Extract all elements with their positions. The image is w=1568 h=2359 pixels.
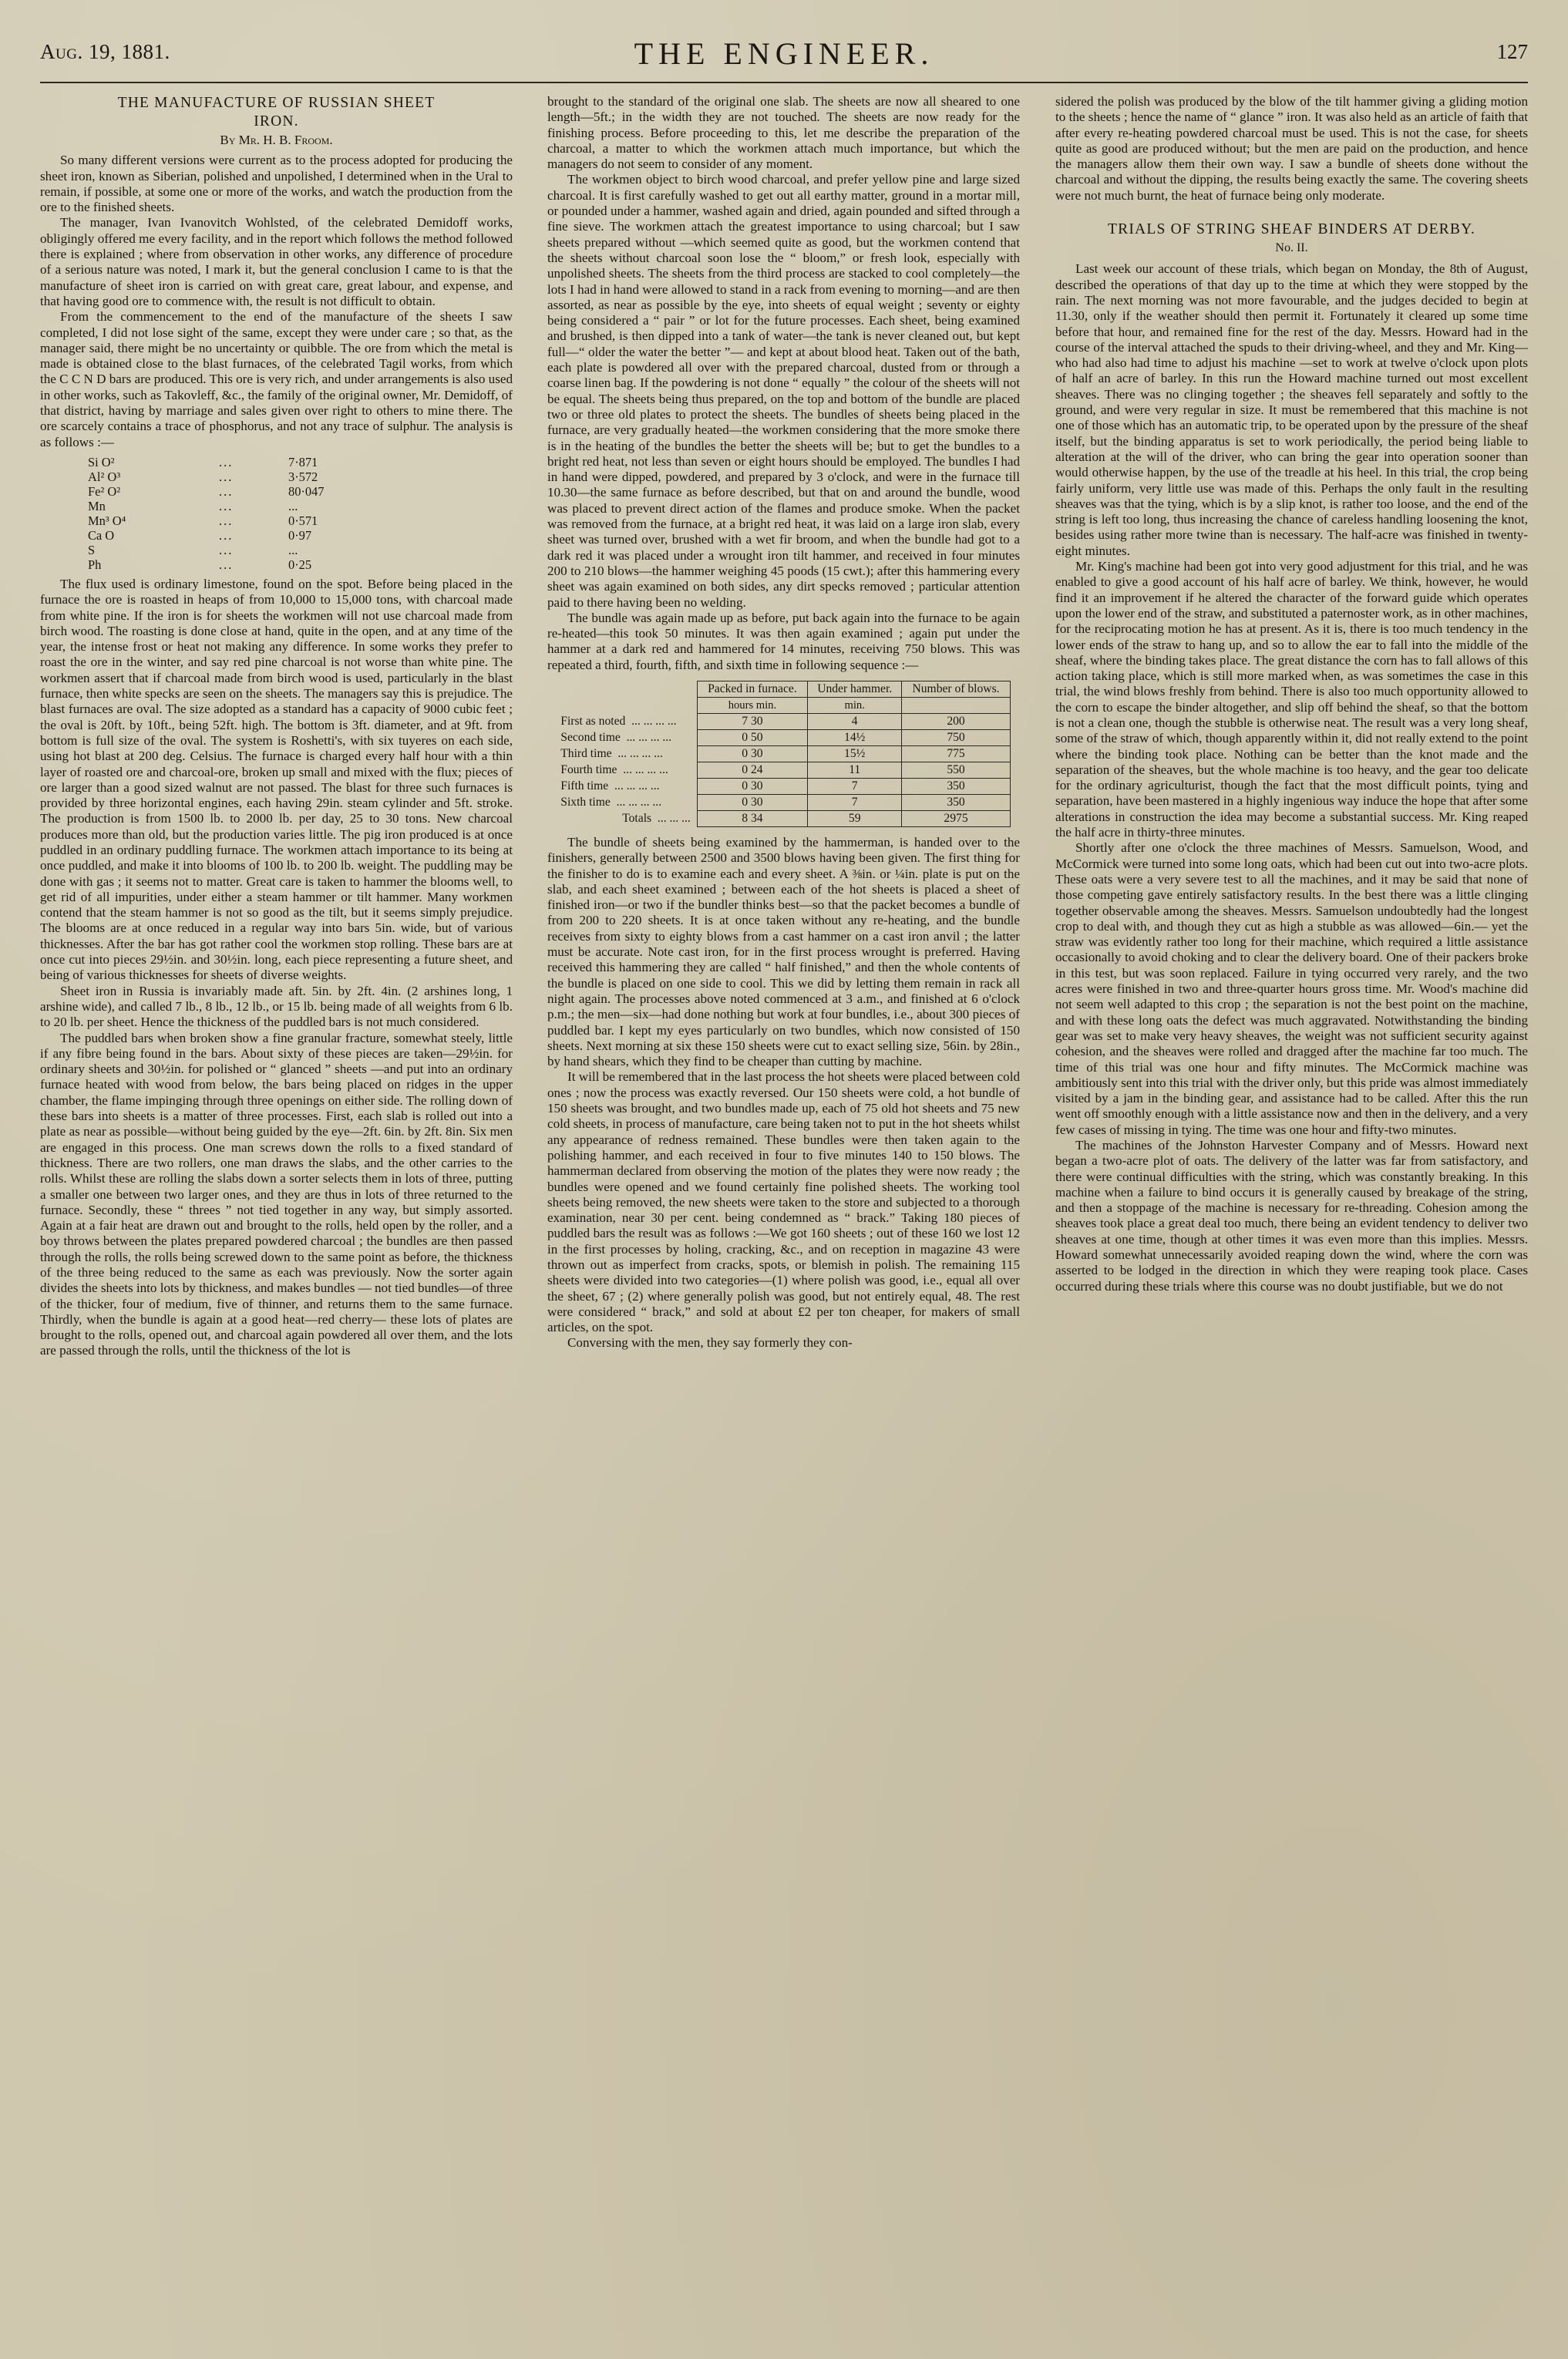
- units-cell: hours min.: [697, 697, 807, 713]
- column-header: [557, 681, 697, 697]
- article-subnumber: No. II.: [1275, 241, 1308, 255]
- analysis-label: Ca O: [88, 527, 115, 543]
- analysis-value: 80·047: [288, 483, 325, 499]
- table-row: [40, 543, 513, 557]
- column-grid: [40, 94, 1528, 2314]
- table-units-row: [557, 697, 1010, 713]
- row-label-text: Second time: [560, 730, 621, 744]
- table-row: [40, 484, 513, 499]
- column-header: Packed in furnace.: [697, 681, 807, 697]
- row-label-dots: ... ... ... ...: [626, 730, 672, 744]
- column-header: Under hammer.: [808, 681, 902, 697]
- hammer-value: 15½: [808, 745, 902, 762]
- row-label-text: Third time: [560, 746, 612, 760]
- paragraph: The workmen object to birch wood charcoal, and prefer yellow pine and large sized charcoal. It is first carefully washed to get out all earthy matter, ground in a mortar mill, or pounded under a hammer, washed again and dried, again pounded and sifted through a fine sieve. The workmen attach the greatest importance to using charcoal; but I saw sheets prepared without —which seemed quite as good, but the workmen contend that the sheets without charcoal soon lose the “ bloom,” or fresh look, especially with unpolished sheets. The sheets from the third process are stacked to cool completely—the lots I had in hand were allowed to stand in a rack from evening to morning—and are then assorted, as near as possible by the eye, into sheets of equal weight ; seventy or eighty being considered a “ pair ” or lot for the future processes. Each sheet, being examined and brushed, is then dipped into a tank of water—the tank is never cleaned out, but kept full—“ older the water the better ”— and kept at about blood heat. Taken out of the bath, each plate is powdered all over with the prepared charcoal, dusted from or through a coarse linen bag. If the powdering is not done “ equally ” the colour of the sheets will not be equal. The sheets being thus prepared, on the top and bottom of the bundle are placed two or three old plates to protect the sheets. The bundles of sheets being placed in the furnace, are very gradually heated—the workmen considering that the more smoke there is in the heating of the bundles the better the sheets will be; but to get the bundles to a bright red heat, not less than seven or eight hours should be employed. The bundles I had in hand were dipped, powdered, and prepared by 3 o'clock, and were in the furnace till 10.30—the same furnace as before described, but that on and around the bundle, wood was placed to prevent direct action of the flames and produce smoke. When the packet was removed from the furnace, at a bright red heat, it was laid on a large iron slab, every sheet was turned over, brushed with a wet fir broom, and when the bundle had got to a dark red it was placed under a wrought iron tilt hammer, and received in four minutes 200 to 210 blows—the hammer weighing 45 poods (15 cwt.); after this hammering every sheet was again examined on both sides, any dirt specks removed ; particular attention paid to there having been no welding.: [547, 172, 1020, 610]
- article-title-string-sheaf-binders: TRIALS OF STRING SHEAF BINDERS AT DERBY.: [1108, 221, 1475, 238]
- units-cell: [902, 697, 1010, 713]
- analysis-label: Ph: [88, 557, 102, 572]
- paragraph: The manager, Ivan Ivanovitch Wohlsted, of the celebrated Demidoff works, obligingly offered me every facility, and in the report which follows the method followed there is explained ; where from observation in other works, any difference of procedure of a serious nature was noted, I mark it, but the general conclusion I came to is that the manufacture of sheet iron is carried on with great care, great labour, and expense, and that having good ore to commence with, the result is not difficult to obtain.: [40, 215, 513, 308]
- publication-title: THE ENGINEER.: [634, 36, 934, 71]
- analysis-value: ...: [288, 498, 298, 513]
- analysis-label: Al² O³: [88, 469, 121, 484]
- table-row: [40, 528, 513, 543]
- analysis-dots: ...: [219, 542, 234, 557]
- hammer-value: 11: [808, 762, 902, 778]
- analysis-value: 0·97: [288, 527, 312, 543]
- running-head: [40, 35, 1528, 77]
- row-label-dots: ... ... ... ...: [614, 779, 660, 793]
- table-row: [40, 513, 513, 528]
- blows-value: 350: [902, 778, 1010, 794]
- packed-value: 7 30: [697, 713, 807, 729]
- paragraph: Shortly after one o'clock the three machines of Messrs. Samuelson, Wood, and McCormick were turned into some long oats, which had been cut out into two-acre plots. These oats were a very severe test to all the machines, and it may be said that none of those competing gave entirely satisfactory results. In the best there was a little clinging together observable among the sheaves. Messrs. Samuelson undoubtedly had the longest crop to deal with, and though they cut as high a stubble as was allowed—6in.— yet the straw was evidently rather too long for their machine, which required a little assistance occasionally to avoid choking and to clear the delivery board. One of their packers broke in this test, but was soon replaced. Failure in tying occurred very rarely, and the two acres were finished in two and three-quarter hours gross time. Mr. Wood's machine did not seem well adapted to this crop ; the separation is not the best point on the machine, and with these long oats the defect was much aggravated. Notwithstanding the binding gear was set to make very heavy sheaves, the weight was not sufficient security against cohesion, and the sheaves were rolled and dragged after the machine far too much. The time of this trial was one hour and fifty minutes. The McCormick machine was ambitiously sent into this trial with the driver only, but this pride was almost immediately visited by a jam in the binding gear, and assistance had to be called. After this the run went off smoothly enough with a little assistance now and then in the delivery, and a very few cases of missing in tying. The time was one hour and fifty-two minutes.: [1055, 840, 1528, 1137]
- column-one: [40, 94, 513, 2314]
- table-row: [557, 778, 1010, 794]
- paragraph: Sheet iron in Russia is invariably made aft. 5in. by 2ft. 4in. (2 arshines long, 1 arshine wide), and called 7 lb., 8 lb., 12 lb., or 15 lb. being made of all weights from 6 lb. to 20 lb. per sheet. Hence the thickness of the puddled bars is not much considered.: [40, 983, 513, 1030]
- blows-value: 550: [902, 762, 1010, 778]
- analysis-label: Mn: [88, 498, 106, 513]
- paragraph: The bundle was again made up as before, put back again into the furnace to be again re-heated—this took 50 minutes. It was then again examined ; again put under the hammer at a dark red and hammered for 14 minutes, receiving 750 blows. This was repeated a third, fourth, fifth, and sixth time in following sequence :—: [547, 610, 1020, 672]
- paragraph: The machines of the Johnston Harvester Company and of Messrs. Howard next began a two-acre plot of oats. The delivery of the latter was far from satisfactory, and there were continual difficulties with the string, which was constantly breaking. In this machine when a failure to bind occurs it is generally caused by breakage of the string, and then a stoppage of the machine is necessary for re-threading. Cohesion among the sheaves took place a great deal too much, there being an evident tendency to deliver two sheaves at one time, though at other times it was even more than this implies. Messrs. Howard somewhat unnecessarily avoided reaping down the wind, where the corn was asserted to be lodged in the direction in which they were reaping took place. Cases occurred during these trials where this course was no doubt justifiable, but we do not: [1055, 1138, 1528, 1294]
- issue-date: Aug. 19, 1881.: [40, 40, 170, 63]
- table-row: [40, 557, 513, 572]
- row-label-text: Fifth time: [560, 779, 609, 793]
- totals-label-text: Totals: [622, 811, 652, 825]
- article-title-line2: IRON.: [254, 113, 299, 130]
- blows-value: 200: [902, 713, 1010, 729]
- paragraph: The bundle of sheets being examined by the hammerman, is handed over to the finishers, generally between 2500 and 3500 blows having been given. The first thing for the finisher to do is to examine each and every sheet. A ⅜in. or ¼in. plate is put on the slab, and each sheet examined ; between each of the hot sheets is placed a sheet of finished iron—or two if the bundler thinks best—so that the packet becomes a bundle of from 200 to 220 sheets. It is at once taken without any re-heating, and the bundle receives from sixty to eighty blows from a cast hammer on a cast iron anvil ; the latter must be accurate. Note cast iron, for in the first process wrought is preferred. Having received this hammering they are called “ half finished,” and then the whole contents of the bundle is placed on one side to cool. This we did by letting them remain in rack all night again. The processes above noted commenced at 3 a.m., and finished at 6 o'clock p.m.; the men—six—had done nothing but work at four bundles, i.e., about 300 pieces of puddled bar. I kept my eyes particularly on two bundles, which now consisted of 150 sheets. Next morning at six these 150 sheets were cut to exact selling size, 56in. by 28in., by hand shears, which they find to be cheaper than cutting by machine.: [547, 834, 1020, 1069]
- packed-value: 0 30: [697, 794, 807, 810]
- article-byline: By Mr. H. B. Froom.: [220, 133, 333, 147]
- paragraph: Conversing with the men, they say formerly they con-: [567, 1335, 853, 1351]
- paragraph: The flux used is ordinary limestone, found on the spot. Before being placed in the furnace the ore is roasted in heaps of from 10,000 to 15,000 tons, with charcoal made from white pine. If the iron is for sheets the workmen will not use charcoal made from birch wood. The roasting is done close at hand, quite in the open, and at any time of the year, the intense frost or heat not making any difference. In some works they prefer to roast the ore in the winter, and say red pine charcoal is not worse than white pine. The workmen assert that if charcoal made from birch wood is used, particularly in the blast furnace, then white specks are seen on the sheets. The managers say this is prejudice. The blast furnaces are oval. The size adopted as a standard has a capacity of 9000 cubic feet ; the oval is 20ft. by 10ft., being 52ft. high. The bottom is 3ft. diameter, and at 9ft. from bottom is full size of the oval. The system is Roshetti's, with six tuyeres on each side, using hot blast at 200 deg. Celsius. The furnace is charged every half hour with a thin layer of roasted ore and charcoal-ore, broken up small and mixed with the flux; pieces of ore larger than a good sized walnut are not passed. The blast for three such furnaces is provided by three horizontal engines, each having 29in. steam cylinder and 5ft. stroke. The production is from 1500 lb. to 2000 lb. per day, 25 to 30 tons. New charcoal produces more than old, but the production varies little. The pig iron produced is at once puddled in an ordinary puddling furnace. The workmen attach importance to its being at once puddled, and make it into blooms of 100 lb. to 200 lb. weight. The puddling may be done with gas ; it seems not to matter. Great care is taken to hammer the blooms well, to get rid of all impurities, under either a steam hammer or tilt hammer. Many workmen contend that the steam hammer is not so good as the tilt, but it seems simply prejudice. The blooms are at once reduced in a regular way into bars 5in. wide, but of various thicknesses. After the bar has got rather cool the workmen stop rolling. These bars are at once cut into pieces 29½in. and 30½in. long, each piece representing a future sheet, and being of various thicknesses for sheets of diverse weights.: [40, 576, 513, 983]
- column-header: Number of blows.: [902, 681, 1010, 697]
- table-row: [557, 713, 1010, 729]
- paragraph: From the commencement to the end of the manufacture of the sheets I saw completed, I did not lose sight of the same, except they were under care ; so that, as the manager said, there might be no uncertainty or quibble. The ore from which the metal is made is obtained close to the blast furnaces, of the celebrated Tagil works, from which the C C N D bars are produced. This ore is very rich, and under arrangements is also used in other works, such as Takovleff, &c., the family of the original owner, Mr. Demidoff, of that district, having by marriage and sales given over right to others to mine there. The ore scarcely contains a trace of phosphorus, and not any trace of sulphur. The analysis is as follows :—: [40, 309, 513, 449]
- hammer-value: 14½: [808, 729, 902, 745]
- blows-value: 350: [902, 794, 1010, 810]
- article-title-line1: THE MANUFACTURE OF RUSSIAN SHEET: [117, 95, 436, 111]
- analysis-label: Fe² O²: [88, 483, 121, 499]
- row-label-dots: ... ... ... ...: [623, 762, 668, 776]
- packed-value: 0 50: [697, 729, 807, 745]
- page-sheet: [40, 35, 1528, 2319]
- table-row: [557, 762, 1010, 778]
- totals-blows: 2975: [902, 810, 1010, 826]
- row-label: [557, 794, 697, 810]
- analysis-label: S: [88, 542, 96, 557]
- row-label: [557, 778, 697, 794]
- paragraph: brought to the standard of the original one slab. The sheets are now all sheared to one length—5ft.; in the width they are not touched. The sheets are now ready for the finishing process. Before proceeding to this, let me describe the preparation of the charcoal, a matter to which the workmen attach much importance, but which the managers do not seem to consider of any moment.: [547, 94, 1020, 172]
- totals-packed: 8 34: [697, 810, 807, 826]
- analysis-value: 3·572: [288, 469, 318, 484]
- analysis-label: Si O²: [88, 454, 115, 469]
- row-label-text: First as noted: [560, 714, 626, 728]
- analysis-dots: ...: [219, 513, 234, 528]
- units-cell: [557, 697, 697, 713]
- row-label-dots: ... ... ... ...: [631, 714, 677, 728]
- row-label: [557, 729, 697, 745]
- hammering-sequence-table: [557, 681, 1010, 827]
- analysis-dots: ...: [219, 527, 234, 543]
- paragraph: So many different versions were current as to the process adopted for producing the sheet iron, known as Siberian, polished and unpolished, I determined when in the Ural to remain, if possible, at some one or more of the works, and watch the production from the ore to the finished sheets.: [40, 153, 513, 215]
- article-title-russian-sheet-iron: [40, 94, 513, 131]
- paragraph: sidered the polish was produced by the blow of the tilt hammer giving a gliding motion to the sheets ; hence the name of “ glance ” iron. It was also held as an article of faith that after every re-heating powdered charcoal must be used. This is not the case, for sheets quite as good are produced without; but the men are paid on the production, and hence the managers allow them their own way. I saw a bundle of sheets done without the charcoal and without the dipping, the results being exactly the same. The covering sheets were not much burnt, the heat of furnace being only moderate.: [1055, 94, 1528, 203]
- totals-hammer: 59: [808, 810, 902, 826]
- paragraph: Mr. King's machine had been got into very good adjustment for this trial, and he was enabled to give a good account of his half acre of barley. We think, however, he would find it an improvement if he altered the character of the forward guide which operates upon the lower end of the straw, and substituted a paternoster work, as in other machines, for the reciprocating motion he has at present. As it is, there is too much tendency in the lower ends of the straw to hang up, and so to allow the ear to fall into the middle of the sheaf, where the binding takes place. The great distance the corn has to fall allows of this action taking place, which is still more marked when, as was sometimes the case in this trial, the wind blows freshly from behind. There is also too much opportunity allowed to the corn to escape the binder altogether, and slip off behind the sheaf, so that the bottom is not a clean one, though the stubble is otherwise neat. The result was a very long sheaf, some of the straw of which, though apparently within it, did not really extend to the point where the binding took place. Nothing can be better than the knot made and the separation of the sheaves, but the whole machine is too heavy, and the gear too delicate for the ordinary agriculturist, though the fact that the most difficult points, tying and separation, have been mastered in a highly ingenious way induce the hope that after some alterations in construction the idea may become a substantial success. Mr. King reaped the half acre in thirty-three minutes.: [1055, 559, 1528, 840]
- paragraph: The puddled bars when broken show a fine granular fracture, somewhat steely, little if any fibre being found in the bars. About sixty of these pieces are taken—29½in. for ordinary sheets and 30½in. for polished or “ glanced ” sheets —and put into an ordinary furnace heated with wood from below, the bars being placed on ridges in the upper chamber, the flame impinging through three openings on either side. The rolling down of these bars into sheets is a matter of three processes. First, each slab is rolled out into a plate as near as possible—without being guided by the eye—2ft. 6in. by 2ft. 8in. Six men are engaged in this process. One man screws down the rolls to a fixed standard of thickness. There are two rollers, one man draws the slabs, and the other carries to the rolls. Whilst these are rolling the slabs down a sorter selects them in lots of three, putting a smaller one between two larger ones, and they are thus in lots of three returned to the furnace. Secondly, these “ threes ” not tied together in any way, but simply assorted. Again at a fair heat are drawn out and brought to the rolls, held open by the roller, and a boy throws between the plates prepared powdered charcoal ; the bundles are then passed through the rolls, the rolls being screwed down to the same point as before, the thickness of the three being reduced to the same as each was previously. Now the sorter again divides the sheets into lots by thickness, and makes bundles — not tied bundles—of three of the thicker, four of medium, five of thinner, and returns them to the same furnace. Thirdly, when the bundle is again at a good heat—red cherry— these lots of plates are brought to the rolls, opened out, and charcoal again powdered all over them, and the lots are passed through the rolls, until the thickness of the lot is: [40, 1030, 513, 1358]
- column-three: [1055, 94, 1528, 2314]
- blows-value: 775: [902, 745, 1010, 762]
- paragraph: Last week our account of these trials, which began on Monday, the 8th of August, described the operations of that day up to the time at which they were stopped by the rain. The next morning was not more favourable, and the judges decided to begin at 11.30, only if the weather should then permit it. Fortunately it cleared up some time before that hour, and remained fine for the rest of the day. Messrs. Howard had in the course of the interval attached the spuds to their driving-wheel, and they and Mr. King—who had also had time to adjust his machine —set to work at twelve o'clock upon plots of half an acre of barley. In this run the Howard machine turned out most excellent sheaves. There was no clinging together ; the sheaves fell separately and softly to the ground, and were very regular in size. It must be remembered that this machine is not one of those which has an automatic trip, to be operated upon by the pressure of the sheaf itself, but the binding apparatus is set to work periodically, the period being liable to alteration at the will of the driver, who can bring the gear into operation sooner than would otherwise happen, by the use of the treadle at his heel. In this trial, the crop being fairly uniform, very little use was made of this. Perhaps the only fault in the resulting sheaves was that the tying, which is by a slip knot, is rather too loose, and the end of the string is left too long, thus increasing the chance of careless handling loosening the knot, besides using rather more twine than is necessary. The half-acre was finished in twenty-eight minutes.: [1055, 261, 1528, 558]
- hammer-value: 7: [808, 778, 902, 794]
- packed-value: 0 30: [697, 778, 807, 794]
- table-totals-row: [557, 810, 1010, 826]
- packed-value: 0 24: [697, 762, 807, 778]
- blows-value: 750: [902, 729, 1010, 745]
- table-row: [557, 745, 1010, 762]
- analysis-dots: ...: [219, 469, 234, 484]
- column-two: [547, 94, 1020, 2314]
- row-label-dots: ... ... ... ...: [616, 795, 662, 809]
- page-number: 127: [1496, 40, 1528, 63]
- table-row: [40, 455, 513, 469]
- table-header-row: [557, 681, 1010, 697]
- analysis-dots: ...: [219, 454, 234, 469]
- row-label: [557, 713, 697, 729]
- row-label-dots: ... ... ... ...: [617, 746, 663, 760]
- analysis-value: ...: [288, 542, 298, 557]
- analysis-value: 7·871: [288, 454, 318, 469]
- header-rule: [40, 82, 1528, 83]
- table-row: [40, 469, 513, 484]
- units-cell: min.: [808, 697, 902, 713]
- analysis-label: Mn³ O⁴: [88, 513, 126, 528]
- analysis-dots: ...: [219, 498, 234, 513]
- row-label: [557, 762, 697, 778]
- hammer-value: 7: [808, 794, 902, 810]
- table-row: [557, 729, 1010, 745]
- row-label: [557, 745, 697, 762]
- table-row: [557, 794, 1010, 810]
- row-label-text: Fourth time: [560, 762, 617, 776]
- analysis-dots: ...: [219, 483, 234, 499]
- packed-value: 0 30: [697, 745, 807, 762]
- totals-label: [557, 810, 697, 826]
- row-label-text: Sixth time: [560, 795, 611, 809]
- hammer-value: 4: [808, 713, 902, 729]
- table-row: [40, 499, 513, 513]
- ore-analysis-table: [40, 455, 513, 572]
- paragraph: It will be remembered that in the last process the hot sheets were placed between cold ones ; now the process was exactly reversed. Our 150 sheets were cold, a hot bundle of 150 sheets was brought, and two bundles made up, each of 75 old hot sheets and 75 new cold sheets, in process of manufacture, care being taken not to put in the hot sheets whilst any appearance of redness remained. These bundles were then taken again to the polishing hammer, and each received in four to five minutes 140 to 150 blows. The hammerman declared from observing the motion of the plates they were now ready ; the bundles were opened and we found certainly fine polished sheets. The working tool sheets being removed, the new sheets were taken to the store and subjected to a thorough examination, near 30 per cent. being condemned as “ brack.” Taking 180 pieces of puddled bars the result was as follows :—We got 160 sheets ; out of these 160 we lost 12 in the first processes by holing, cracking, &c., and on reception in magazine 43 were thrown out as imperfect from cracks, spots, or blemish in polish. The remaining 115 sheets were divided into two categories—(1) where polish was good, i.e., equal all over the sheet, 67 ; (2) where generally polish was good, but not entirely equal, 48. The rest were considered “ brack,” and sold at about £2 per ton cheaper, for makers of small articles, on the spot.: [547, 1069, 1020, 1335]
- analysis-value: 0·571: [288, 513, 318, 528]
- analysis-value: 0·25: [288, 557, 312, 572]
- totals-label-dots: ... ... ...: [657, 811, 691, 825]
- analysis-dots: ...: [219, 557, 234, 572]
